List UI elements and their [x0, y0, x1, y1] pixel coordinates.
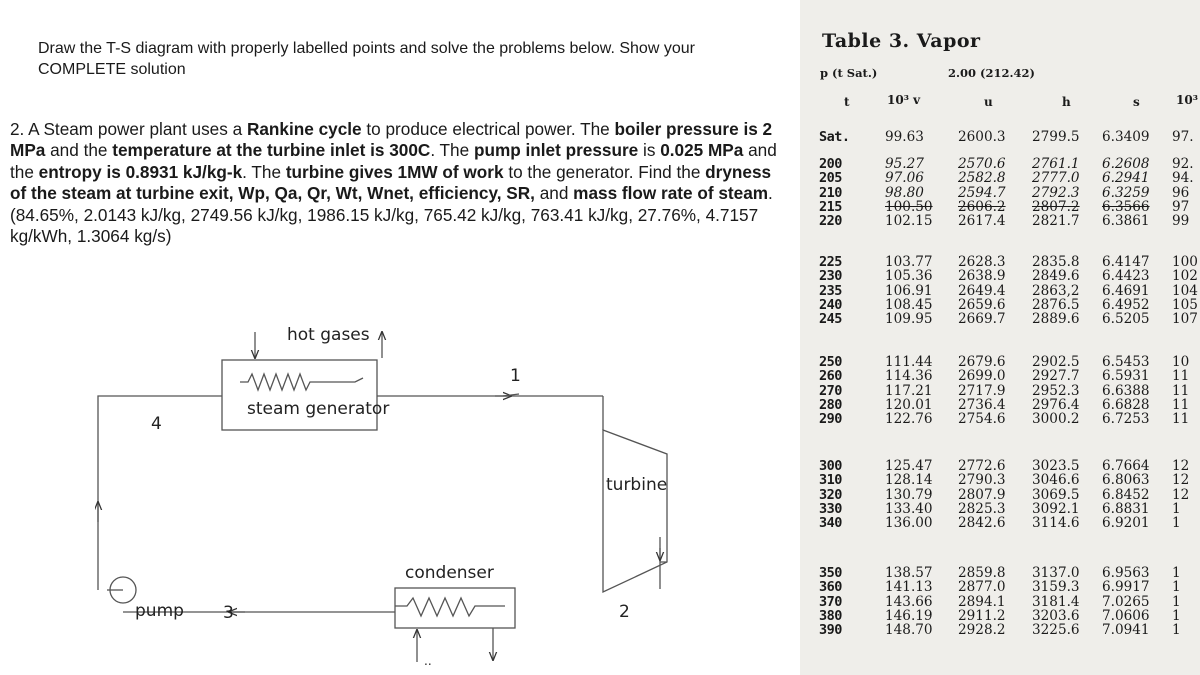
cell-edge: 102	[1172, 269, 1198, 284]
cell-h: 3203.6	[1032, 607, 1080, 624]
cell-t: 215	[819, 198, 842, 215]
cell-u: 2790.3	[958, 472, 1006, 489]
cell-s: 6.9917	[1102, 579, 1150, 596]
cell-v: 133.40	[885, 500, 933, 517]
problem-text: and	[534, 183, 574, 204]
cell-u: 2736.4	[958, 396, 1006, 413]
cell-t: 330	[819, 500, 842, 517]
header-u: u	[984, 95, 993, 109]
cell-edge: 1	[1172, 501, 1181, 516]
cell-u: 2754.6	[958, 411, 1006, 428]
cell-v: 99.63	[885, 129, 924, 145]
problem-text: 2. A Steam power plant uses a	[10, 119, 247, 139]
cell-t: 320	[819, 486, 842, 503]
cell-s: 6.7664	[1102, 458, 1150, 474]
cell-h: 2849.6	[1032, 268, 1080, 285]
cell-t: 225	[819, 254, 842, 270]
cell-v: 146.19	[885, 607, 933, 624]
problem-bold-text: Rankine cycle	[246, 119, 362, 139]
condenser-label: condenser	[405, 563, 494, 583]
cell-h: 2902.5	[1032, 354, 1080, 370]
problem-text: . (84.65%, 2.0143 kJ/kg, 2749.56 kJ/kg, 1986.15 kJ/kg, 765.42 kJ/kg, 763.41 kJ/kg, 27.76%, 4.7157 kg/kWh, 1.3064 kg/s)	[10, 183, 773, 247]
cell-s: 6.9563	[1102, 565, 1150, 581]
cell-edge: 1	[1172, 566, 1181, 580]
cell-v: 148.70	[885, 622, 933, 639]
cell-h: 2863,2	[1032, 282, 1080, 299]
cell-u: 2606.2	[958, 198, 1006, 215]
cell-edge: 96	[1172, 185, 1190, 200]
pump-label: pump	[135, 601, 184, 621]
cell-t: 350	[819, 565, 842, 581]
state-point-3: 3	[223, 603, 234, 623]
cell-v: 103.77	[885, 254, 933, 270]
cell-s: 6.4952	[1102, 296, 1150, 313]
cell-edge: 92.	[1172, 157, 1194, 171]
header-edge: 10³	[1176, 93, 1198, 107]
cell-t: Sat.	[819, 129, 850, 145]
cell-s: 6.9201	[1102, 515, 1150, 532]
cell-s: 6.3259	[1102, 184, 1150, 201]
header-t: t	[844, 95, 850, 109]
turbine-label: turbine	[606, 475, 668, 495]
cell-u: 2594.7	[958, 184, 1006, 201]
cell-edge: 107	[1172, 312, 1198, 327]
steam-generator-label: steam generator	[247, 399, 390, 419]
cell-edge: 11	[1172, 369, 1190, 384]
cell-s: 6.2941	[1102, 170, 1150, 187]
cell-s: 6.6388	[1102, 382, 1150, 399]
cell-s: 6.4423	[1102, 268, 1150, 285]
cell-s: 6.2608	[1102, 156, 1150, 172]
cell-edge: 105	[1172, 297, 1198, 312]
problem-bold-text: pump inlet pressure	[473, 140, 639, 161]
cell-s: 6.4691	[1102, 282, 1150, 299]
cell-t: 260	[819, 368, 842, 385]
cell-v: 102.15	[885, 213, 933, 230]
cell-u: 2842.6	[958, 515, 1006, 532]
cell-v: 100.50	[885, 198, 933, 215]
cell-u: 2807.9	[958, 486, 1006, 503]
cell-edge: 97	[1172, 199, 1190, 214]
cell-t: 270	[819, 382, 842, 399]
cell-edge: 12	[1172, 459, 1190, 473]
cell-v: 105.36	[885, 268, 933, 285]
cell-h: 3092.1	[1032, 500, 1080, 517]
cell-s: 6.3566	[1102, 198, 1150, 215]
cell-u: 2911.2	[958, 607, 1006, 624]
cell-s: 6.5931	[1102, 368, 1150, 385]
cell-h: 3114.6	[1032, 515, 1080, 532]
cell-v: 97.06	[885, 170, 924, 187]
cell-u: 2928.2	[958, 622, 1006, 639]
cell-h: 2952.3	[1032, 382, 1080, 399]
cell-h: 2889.6	[1032, 311, 1080, 328]
cell-u: 2825.3	[958, 500, 1006, 517]
cell-v: 122.76	[885, 411, 933, 428]
hot-gases-label: hot gases	[287, 325, 370, 345]
cell-s: 6.8452	[1102, 486, 1150, 503]
problem-bold-text: 0.025 MPa	[660, 140, 744, 161]
cell-s: 6.5205	[1102, 311, 1150, 328]
condenser-mark: ..	[424, 654, 432, 667]
cell-t: 220	[819, 213, 842, 230]
cell-u: 2582.8	[958, 170, 1006, 187]
cell-u: 2617.4	[958, 213, 1006, 230]
problem-text: and the	[10, 140, 777, 182]
cell-u: 2679.6	[958, 354, 1006, 370]
problem-text: . The	[242, 161, 286, 182]
problem-bold-text: temperature at the turbine inlet is 300C	[112, 140, 431, 161]
cell-v: 138.57	[885, 565, 933, 581]
cell-v: 108.45	[885, 296, 933, 313]
cell-h: 2821.7	[1032, 213, 1080, 230]
cell-s: 6.3409	[1102, 129, 1150, 145]
cell-s: 6.8831	[1102, 500, 1150, 517]
cell-v: 98.80	[885, 184, 924, 201]
cell-t: 210	[819, 184, 842, 201]
cell-t: 235	[819, 282, 842, 299]
cell-t: 280	[819, 396, 842, 413]
cell-t: 370	[819, 593, 842, 610]
problem-text: to the generator. Find the	[503, 161, 706, 182]
cell-v: 114.36	[885, 368, 933, 385]
problem-text: . The	[430, 140, 474, 161]
cell-v: 120.01	[885, 396, 933, 413]
problem-bold-text: boiler pressure is 2 MPa	[10, 119, 773, 161]
problem-bold-text: mass flow rate of steam	[573, 183, 769, 204]
cell-u: 2699.0	[958, 368, 1006, 385]
state-point-4: 4	[151, 414, 162, 434]
cell-u: 2772.6	[958, 458, 1006, 474]
cell-edge: 1	[1172, 516, 1181, 531]
cell-u: 2649.4	[958, 282, 1006, 299]
cell-t: 380	[819, 607, 842, 624]
cell-h: 3159.3	[1032, 579, 1080, 596]
turbine-shape	[603, 430, 667, 592]
cell-u: 2570.6	[958, 156, 1006, 172]
cell-t: 340	[819, 515, 842, 532]
cell-v: 106.91	[885, 282, 933, 299]
cell-v: 125.47	[885, 458, 933, 474]
cell-t: 230	[819, 268, 842, 285]
cell-h: 2761.1	[1032, 156, 1080, 172]
cell-h: 3000.2	[1032, 411, 1080, 428]
cell-t: 300	[819, 458, 842, 474]
cell-edge: 1	[1172, 623, 1181, 638]
cell-s: 6.6828	[1102, 396, 1150, 413]
header-h: h	[1062, 95, 1071, 109]
header-s: s	[1133, 95, 1140, 109]
cell-h: 2799.5	[1032, 129, 1080, 145]
cell-v: 117.21	[885, 382, 933, 399]
cell-h: 3023.5	[1032, 458, 1080, 474]
pressure-label: p (t Sat.)	[820, 66, 878, 80]
cell-edge: 1	[1172, 608, 1181, 623]
cell-edge: 1	[1172, 580, 1181, 595]
cell-v: 128.14	[885, 472, 933, 489]
cell-h: 2876.5	[1032, 296, 1080, 313]
condenser-coil	[395, 598, 505, 616]
cell-edge: 104	[1172, 283, 1198, 298]
pressure-value: 2.00 (212.42)	[948, 66, 1035, 80]
cell-h: 2927.7	[1032, 368, 1080, 385]
cell-s: 6.7253	[1102, 411, 1150, 428]
cell-t: 390	[819, 622, 842, 639]
cell-h: 2835.8	[1032, 254, 1080, 270]
cell-t: 250	[819, 354, 842, 370]
cell-edge: 94.	[1172, 171, 1194, 186]
rankine-cycle-diagram	[95, 322, 700, 667]
table-title: Table 3. Vapor	[822, 30, 981, 52]
cell-t: 290	[819, 411, 842, 428]
cell-t: 240	[819, 296, 842, 313]
steam-generator-coil	[240, 374, 363, 390]
cell-u: 2669.7	[958, 311, 1006, 328]
cell-h: 3225.6	[1032, 622, 1080, 639]
problem-text: to produce electrical power. The	[361, 119, 615, 139]
header-v: 10³ v	[887, 93, 921, 107]
cell-t: 310	[819, 472, 842, 489]
cell-edge: 12	[1172, 487, 1190, 502]
cell-v: 143.66	[885, 593, 933, 610]
problem-bold-text: dryness of the steam at turbine exit, Wp, Qa, Qr, Wt, Wnet, efficiency, SR,	[10, 161, 772, 204]
cell-h: 3069.5	[1032, 486, 1080, 503]
cell-v: 136.00	[885, 515, 933, 532]
cell-u: 2894.1	[958, 593, 1006, 610]
cell-edge: 100	[1172, 255, 1198, 269]
cell-s: 7.0265	[1102, 593, 1150, 610]
cell-s: 6.8063	[1102, 472, 1150, 489]
condenser-box	[395, 588, 515, 628]
cell-edge: 11	[1172, 397, 1190, 412]
cell-s: 7.0606	[1102, 607, 1150, 624]
cell-h: 2777.0	[1032, 170, 1080, 187]
cell-v: 111.44	[885, 354, 933, 370]
cell-u: 2628.3	[958, 254, 1006, 270]
cell-s: 6.4147	[1102, 254, 1150, 270]
cell-v: 95.27	[885, 156, 924, 172]
cell-t: 360	[819, 579, 842, 596]
cell-v: 130.79	[885, 486, 933, 503]
cell-h: 2792.3	[1032, 184, 1080, 201]
cell-u: 2600.3	[958, 129, 1006, 145]
cell-u: 2638.9	[958, 268, 1006, 285]
cell-u: 2659.6	[958, 296, 1006, 313]
cell-u: 2717.9	[958, 382, 1006, 399]
problem-text: is	[638, 140, 661, 161]
state-point-1: 1	[510, 366, 521, 386]
cell-edge: 1	[1172, 594, 1181, 609]
cell-u: 2859.8	[958, 565, 1006, 581]
cell-h: 2807.2	[1032, 198, 1080, 215]
cell-s: 6.5453	[1102, 354, 1150, 370]
state-point-2: 2	[619, 602, 630, 622]
cell-h: 3137.0	[1032, 565, 1080, 581]
problem-text: and the	[45, 140, 113, 161]
steam-table-panel	[800, 0, 1200, 675]
steam-generator-box	[222, 360, 377, 430]
cell-v: 141.13	[885, 579, 933, 596]
cell-edge: 11	[1172, 412, 1190, 427]
problem-bold-text: turbine gives 1MW of work	[285, 161, 504, 182]
cell-t: 205	[819, 170, 842, 187]
cell-s: 7.0941	[1102, 622, 1150, 639]
cell-edge: 11	[1172, 383, 1190, 398]
cell-h: 3181.4	[1032, 593, 1080, 610]
cell-t: 200	[819, 156, 842, 172]
instructions-text: Draw the T-S diagram with properly labelled points and solve the problems below. Show your COMPLETE solution	[38, 40, 695, 78]
cell-edge: 97.	[1172, 130, 1194, 144]
cell-u: 2877.0	[958, 579, 1006, 596]
problem-bold-text: entropy is 0.8931 kJ/kg-k	[38, 161, 243, 182]
cell-edge: 10	[1172, 355, 1190, 369]
problem-statement	[10, 119, 782, 247]
cell-v: 109.95	[885, 311, 933, 328]
cell-h: 2976.4	[1032, 396, 1080, 413]
cell-edge: 12	[1172, 473, 1190, 488]
cell-t: 245	[819, 311, 842, 328]
cell-s: 6.3861	[1102, 213, 1150, 230]
cell-edge: 99	[1172, 214, 1190, 229]
cell-h: 3046.6	[1032, 472, 1080, 489]
